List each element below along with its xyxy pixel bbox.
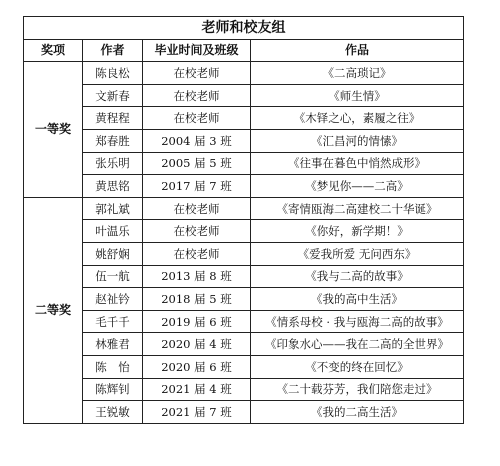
class-cell: 在校老师: [143, 84, 251, 107]
work-cell: 《我的高中生活》: [251, 288, 464, 311]
work-cell: 《二高琐记》: [251, 62, 464, 85]
author-cell: 叶温乐: [83, 220, 143, 243]
class-cell: 在校老师: [143, 220, 251, 243]
work-cell: 《木铎之心，素履之往》: [251, 107, 464, 130]
awards-table: [23, 16, 464, 424]
table-row: [24, 401, 464, 424]
awards-table-container: [23, 16, 463, 424]
table-row: [24, 355, 464, 378]
class-cell: 2021 届 4 班: [143, 378, 251, 401]
author-cell: 黄程程: [83, 107, 143, 130]
author-cell: 王锐敏: [83, 401, 143, 424]
author-cell: 毛千千: [83, 310, 143, 333]
author-cell: 伍一航: [83, 265, 143, 288]
header-class: 毕业时间及班级: [143, 39, 251, 62]
work-cell: 《爱我所爱 无问西东》: [251, 242, 464, 265]
table-row: [24, 333, 464, 356]
author-cell: 文新春: [83, 84, 143, 107]
class-cell: 2020 届 6 班: [143, 355, 251, 378]
header-author: 作者: [83, 39, 143, 62]
table-row: [24, 62, 464, 85]
work-cell: 《二十载芬芳，我们陪您走过》: [251, 378, 464, 401]
class-cell: 2005 届 5 班: [143, 152, 251, 175]
author-cell: 郭礼斌: [83, 197, 143, 220]
author-cell: 陈辉钊: [83, 378, 143, 401]
work-cell: 《师生情》: [251, 84, 464, 107]
table-row: [24, 265, 464, 288]
work-cell: 《往事在暮色中悄然成形》: [251, 152, 464, 175]
class-cell: 2021 届 7 班: [143, 401, 251, 424]
table-row: [24, 310, 464, 333]
header-work: 作品: [251, 39, 464, 62]
table-row: [24, 242, 464, 265]
table-row: [24, 288, 464, 311]
table-title: 老师和校友组: [24, 17, 464, 40]
award-cell: 二等奖: [24, 197, 83, 423]
class-cell: 2019 届 6 班: [143, 310, 251, 333]
author-cell: 黄思铭: [83, 175, 143, 198]
author-cell: 张乐明: [83, 152, 143, 175]
author-cell: 赵祉钤: [83, 288, 143, 311]
work-cell: 《我的二高生活》: [251, 401, 464, 424]
work-cell: 《你好，新学期！》: [251, 220, 464, 243]
class-cell: 2017 届 7 班: [143, 175, 251, 198]
author-cell: 陈良松: [83, 62, 143, 85]
table-row: [24, 84, 464, 107]
work-cell: 《汇昌河的情愫》: [251, 129, 464, 152]
class-cell: 2018 届 5 班: [143, 288, 251, 311]
author-cell: 林雅君: [83, 333, 143, 356]
table-row: [24, 378, 464, 401]
class-cell: 在校老师: [143, 242, 251, 265]
class-cell: 2004 届 3 班: [143, 129, 251, 152]
table-row: [24, 152, 464, 175]
author-cell: 陈 怡: [83, 355, 143, 378]
table-row: [24, 107, 464, 130]
header-row: [24, 39, 464, 62]
table-row: [24, 197, 464, 220]
table-row: [24, 129, 464, 152]
class-cell: 在校老师: [143, 62, 251, 85]
class-cell: 在校老师: [143, 107, 251, 130]
work-cell: 《寄情瓯海二高建校二十华诞》: [251, 197, 464, 220]
work-cell: 《不变的终在回忆》: [251, 355, 464, 378]
table-row: [24, 175, 464, 198]
work-cell: 《情系母校 · 我与瓯海二高的故事》: [251, 310, 464, 333]
class-cell: 2013 届 8 班: [143, 265, 251, 288]
author-cell: 郑春胜: [83, 129, 143, 152]
table-row: [24, 220, 464, 243]
author-cell: 姚舒娴: [83, 242, 143, 265]
award-cell: 一等奖: [24, 62, 83, 198]
class-cell: 2020 届 4 班: [143, 333, 251, 356]
work-cell: 《我与二高的故事》: [251, 265, 464, 288]
title-row: [24, 17, 464, 40]
class-cell: 在校老师: [143, 197, 251, 220]
header-award: 奖项: [24, 39, 83, 62]
work-cell: 《梦见你——二高》: [251, 175, 464, 198]
work-cell: 《印象水心——我在二高的全世界》: [251, 333, 464, 356]
